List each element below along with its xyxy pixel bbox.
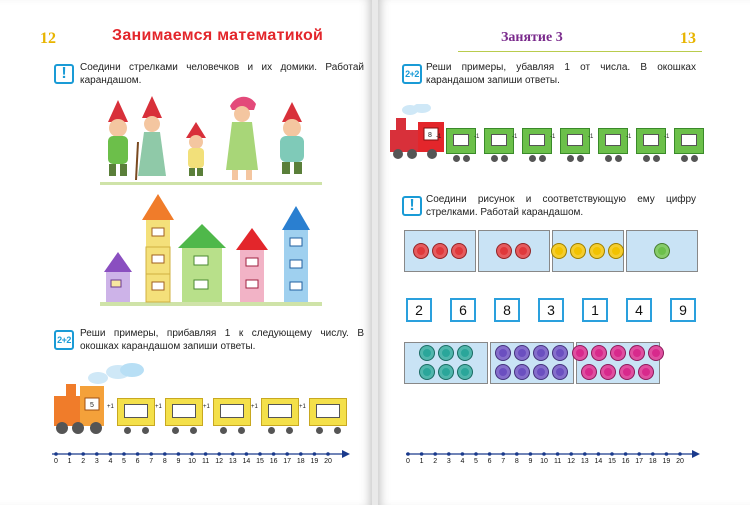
button-circle bbox=[457, 345, 473, 361]
task-2-text: Реши примеры, прибавляя 1 к следующему числу. В окошках карандашом запиши ответы. bbox=[80, 328, 364, 352]
wheel bbox=[172, 427, 179, 434]
number-line-label: 14 bbox=[594, 458, 603, 465]
number-line-label: 12 bbox=[215, 458, 224, 465]
house bbox=[236, 228, 268, 302]
wheel bbox=[268, 427, 275, 434]
wheel bbox=[124, 427, 131, 434]
house bbox=[142, 194, 174, 302]
train-car bbox=[117, 398, 155, 426]
page-number-right: 13 bbox=[680, 30, 696, 47]
button-circle bbox=[572, 345, 588, 361]
wheel bbox=[190, 427, 197, 434]
button-picture[interactable] bbox=[404, 230, 476, 272]
number-line-tick bbox=[637, 452, 641, 456]
number-line-tick bbox=[231, 452, 235, 456]
button-circle bbox=[533, 364, 549, 380]
wheel bbox=[501, 155, 508, 162]
number-line-label: 0 bbox=[54, 458, 58, 465]
wheel bbox=[453, 155, 460, 162]
button-circle bbox=[419, 345, 435, 361]
number-line-label: 2 bbox=[81, 458, 86, 465]
page-header-title: Занимаемся математикой bbox=[112, 27, 324, 44]
train-car bbox=[213, 398, 251, 426]
train-car bbox=[674, 128, 704, 154]
wheel bbox=[316, 427, 323, 434]
train-car bbox=[560, 128, 590, 154]
button-circle bbox=[496, 243, 512, 259]
number-line-label: 16 bbox=[621, 458, 630, 465]
train-car bbox=[165, 398, 203, 426]
button-picture[interactable] bbox=[552, 230, 624, 272]
answer-window[interactable] bbox=[643, 134, 659, 146]
page-number-left: 12 bbox=[40, 30, 56, 47]
wheel bbox=[605, 155, 612, 162]
number-line-tick bbox=[109, 452, 113, 456]
number-line-tick bbox=[95, 452, 99, 456]
train-car bbox=[309, 398, 347, 426]
car-operator: -1 bbox=[436, 134, 442, 140]
car-operator: +1 bbox=[251, 404, 258, 410]
number-line-tick bbox=[81, 452, 85, 456]
car-operator: -1 bbox=[474, 134, 480, 140]
number-line-label: 3 bbox=[94, 458, 99, 465]
number-line-tick bbox=[122, 452, 126, 456]
button-circle bbox=[432, 243, 448, 259]
answer-window[interactable] bbox=[316, 404, 340, 418]
button-picture[interactable] bbox=[478, 230, 550, 272]
answer-window[interactable] bbox=[453, 134, 469, 146]
number-line-label: 13 bbox=[580, 458, 589, 465]
wheel bbox=[334, 427, 341, 434]
digit-box[interactable]: 4 bbox=[626, 298, 652, 322]
number-line-label: 8 bbox=[514, 458, 519, 465]
number-line-label: 4 bbox=[460, 458, 465, 465]
number-line-tick bbox=[474, 452, 478, 456]
number-line-tick bbox=[136, 452, 140, 456]
train-car bbox=[636, 128, 666, 154]
button-circle bbox=[589, 243, 605, 259]
number-line-tick bbox=[217, 452, 221, 456]
answer-window[interactable] bbox=[529, 134, 545, 146]
button-circle bbox=[629, 345, 645, 361]
button-circle bbox=[552, 364, 568, 380]
plus-task-icon: 2+2 bbox=[54, 330, 74, 350]
number-line-tick bbox=[299, 452, 303, 456]
button-picture[interactable] bbox=[576, 342, 660, 384]
number-line-tick bbox=[529, 452, 533, 456]
house bbox=[282, 206, 310, 302]
number-line-tick bbox=[285, 452, 289, 456]
number-line-label: 9 bbox=[176, 458, 181, 465]
answer-window[interactable] bbox=[268, 404, 292, 418]
number-line-label: 19 bbox=[662, 458, 671, 465]
number-line-tick bbox=[245, 452, 249, 456]
number-line-tick bbox=[163, 452, 167, 456]
house bbox=[178, 224, 226, 302]
car-operator: +1 bbox=[299, 404, 306, 410]
gnome-figure bbox=[136, 96, 166, 180]
number-line-tick bbox=[447, 452, 451, 456]
button-circle bbox=[514, 364, 530, 380]
button-circle bbox=[451, 243, 467, 259]
answer-window[interactable] bbox=[491, 134, 507, 146]
number-line-label: 3 bbox=[446, 458, 451, 465]
house bbox=[104, 252, 132, 302]
button-circle bbox=[619, 364, 635, 380]
answer-window[interactable] bbox=[605, 134, 621, 146]
wheel bbox=[463, 155, 470, 162]
number-line-label: 4 bbox=[108, 458, 113, 465]
digit-box[interactable]: 6 bbox=[450, 298, 476, 322]
number-line-tick bbox=[420, 452, 424, 456]
engine-number: 8 bbox=[428, 132, 432, 139]
number-line-tick bbox=[190, 452, 194, 456]
button-circle bbox=[551, 243, 567, 259]
number-line-label: 2 bbox=[433, 458, 438, 465]
digit-box[interactable]: 3 bbox=[538, 298, 564, 322]
number-line-tick bbox=[665, 452, 669, 456]
button-circle bbox=[610, 345, 626, 361]
gnome-figure bbox=[280, 102, 304, 174]
wheel bbox=[653, 155, 660, 162]
digit-box[interactable]: 9 bbox=[670, 298, 696, 322]
number-line-tick bbox=[651, 452, 655, 456]
gnome-figure bbox=[186, 122, 206, 176]
button-circle bbox=[591, 345, 607, 361]
button-circle bbox=[457, 364, 473, 380]
number-line-tick bbox=[406, 452, 410, 456]
wheel bbox=[567, 155, 574, 162]
button-circle bbox=[438, 345, 454, 361]
button-circle bbox=[654, 243, 670, 259]
number-line-tick bbox=[177, 452, 181, 456]
car-operator: -1 bbox=[512, 134, 518, 140]
button-picture[interactable] bbox=[490, 342, 574, 384]
car-operator: -1 bbox=[588, 134, 594, 140]
number-line-label: 6 bbox=[487, 458, 492, 465]
number-line-tick bbox=[610, 452, 614, 456]
button-circle bbox=[413, 243, 429, 259]
wheel bbox=[142, 427, 149, 434]
answer-window[interactable] bbox=[124, 404, 148, 418]
button-circle bbox=[438, 364, 454, 380]
button-circle bbox=[581, 364, 597, 380]
car-operator: -1 bbox=[664, 134, 670, 140]
number-line-label: 13 bbox=[228, 458, 237, 465]
number-line-label: 16 bbox=[269, 458, 278, 465]
car-operator: +1 bbox=[107, 404, 114, 410]
number-line-label: 17 bbox=[283, 458, 292, 465]
left-page bbox=[0, 0, 372, 505]
answer-window[interactable] bbox=[567, 134, 583, 146]
train-car bbox=[522, 128, 552, 154]
number-line-tick bbox=[569, 452, 573, 456]
number-line-tick bbox=[583, 452, 587, 456]
number-line-label: 12 bbox=[567, 458, 576, 465]
button-circle bbox=[514, 345, 530, 361]
number-line-tick bbox=[68, 452, 72, 456]
wheel bbox=[691, 155, 698, 162]
number-line-tick bbox=[461, 452, 465, 456]
button-circle bbox=[515, 243, 531, 259]
number-line-tick bbox=[54, 452, 58, 456]
task-1-text: Соедини стрелками человечков и их домики. Работай карандашом. bbox=[80, 62, 364, 86]
button-circle bbox=[495, 345, 511, 361]
train-car bbox=[484, 128, 514, 154]
car-operator: -1 bbox=[626, 134, 632, 140]
number-line-tick bbox=[624, 452, 628, 456]
number-line-label: 20 bbox=[676, 458, 684, 465]
wheel bbox=[681, 155, 688, 162]
number-line-label: 11 bbox=[553, 458, 562, 465]
houses-illustration bbox=[100, 192, 322, 308]
number-line-label: 11 bbox=[201, 458, 210, 465]
button-circle bbox=[552, 345, 568, 361]
number-line-label: 1 bbox=[419, 458, 424, 465]
button-circle bbox=[638, 364, 654, 380]
number-line-label: 20 bbox=[324, 458, 332, 465]
digit-box[interactable]: 2 bbox=[406, 298, 432, 322]
button-circle bbox=[533, 345, 549, 361]
number-line-tick bbox=[149, 452, 153, 456]
number-line-label: 15 bbox=[608, 458, 616, 465]
number-line-label: 1 bbox=[67, 458, 72, 465]
number-line-label: 5 bbox=[474, 458, 478, 465]
characters-illustration bbox=[96, 92, 326, 188]
car-operator: +1 bbox=[203, 404, 210, 410]
wheel bbox=[491, 155, 498, 162]
number-line-label: 8 bbox=[162, 458, 167, 465]
car-operator: -1 bbox=[550, 134, 556, 140]
number-line-label: 9 bbox=[528, 458, 533, 465]
number-line-tick bbox=[501, 452, 505, 456]
number-line-label: 19 bbox=[310, 458, 319, 465]
task-1-text: Реши примеры, убавляя 1 от числа. В окошках карандашом запиши ответы. bbox=[426, 62, 696, 86]
task-2-text: Соедини рисунок и соответствующую ему цифру стрелками. Работай карандашом. bbox=[426, 194, 696, 218]
button-circle bbox=[600, 364, 616, 380]
right-page bbox=[378, 0, 750, 505]
number-line-tick bbox=[515, 452, 519, 456]
train-car bbox=[261, 398, 299, 426]
answer-window[interactable] bbox=[681, 134, 697, 146]
number-line-label: 0 bbox=[406, 458, 410, 465]
gnome-figure bbox=[108, 100, 128, 176]
number-line-label: 14 bbox=[242, 458, 251, 465]
number-line-tick bbox=[678, 452, 682, 456]
button-circle bbox=[648, 345, 664, 361]
number-line-label: 17 bbox=[635, 458, 644, 465]
number-line-label: 18 bbox=[296, 458, 305, 465]
button-picture[interactable] bbox=[404, 342, 488, 384]
button-circle bbox=[495, 364, 511, 380]
number-line-label: 7 bbox=[501, 458, 506, 465]
exclamation-icon: ! bbox=[402, 196, 422, 216]
digit-box[interactable]: 1 bbox=[582, 298, 608, 322]
car-operator: +1 bbox=[155, 404, 162, 410]
number-line-tick bbox=[204, 452, 208, 456]
number-line-tick bbox=[326, 452, 330, 456]
locomotive bbox=[54, 384, 104, 434]
button-circle bbox=[419, 364, 435, 380]
wheel bbox=[286, 427, 293, 434]
number-line-tick bbox=[556, 452, 560, 456]
lesson-title: Занятие 3 bbox=[501, 30, 563, 45]
number-line-label: 10 bbox=[540, 458, 548, 465]
number-line-tick bbox=[433, 452, 437, 456]
button-picture[interactable] bbox=[626, 230, 698, 272]
number-line-tick bbox=[542, 452, 546, 456]
train-car bbox=[598, 128, 628, 154]
number-line-label: 18 bbox=[648, 458, 657, 465]
engine-number: 5 bbox=[90, 402, 94, 409]
number-line-tick bbox=[258, 452, 262, 456]
header-rule bbox=[458, 51, 702, 52]
number-line-label: 6 bbox=[135, 458, 140, 465]
number-line-label: 5 bbox=[122, 458, 126, 465]
wheel bbox=[577, 155, 584, 162]
wheel bbox=[615, 155, 622, 162]
plus-task-icon: 2+2 bbox=[402, 64, 422, 84]
number-line-label: 10 bbox=[188, 458, 196, 465]
digit-box[interactable]: 8 bbox=[494, 298, 520, 322]
number-line-tick bbox=[488, 452, 492, 456]
wheel bbox=[220, 427, 227, 434]
button-circle bbox=[570, 243, 586, 259]
answer-window[interactable] bbox=[172, 404, 196, 418]
number-line-label: 15 bbox=[256, 458, 264, 465]
answer-window[interactable] bbox=[220, 404, 244, 418]
number-line-tick bbox=[272, 452, 276, 456]
gnome-figure bbox=[226, 97, 258, 180]
wheel bbox=[238, 427, 245, 434]
number-line-tick bbox=[313, 452, 317, 456]
exclamation-icon: ! bbox=[54, 64, 74, 84]
wheel bbox=[643, 155, 650, 162]
number-line-tick bbox=[597, 452, 601, 456]
wheel bbox=[539, 155, 546, 162]
train-car bbox=[446, 128, 476, 154]
number-line-label: 7 bbox=[149, 458, 154, 465]
wheel bbox=[529, 155, 536, 162]
button-circle bbox=[608, 243, 624, 259]
